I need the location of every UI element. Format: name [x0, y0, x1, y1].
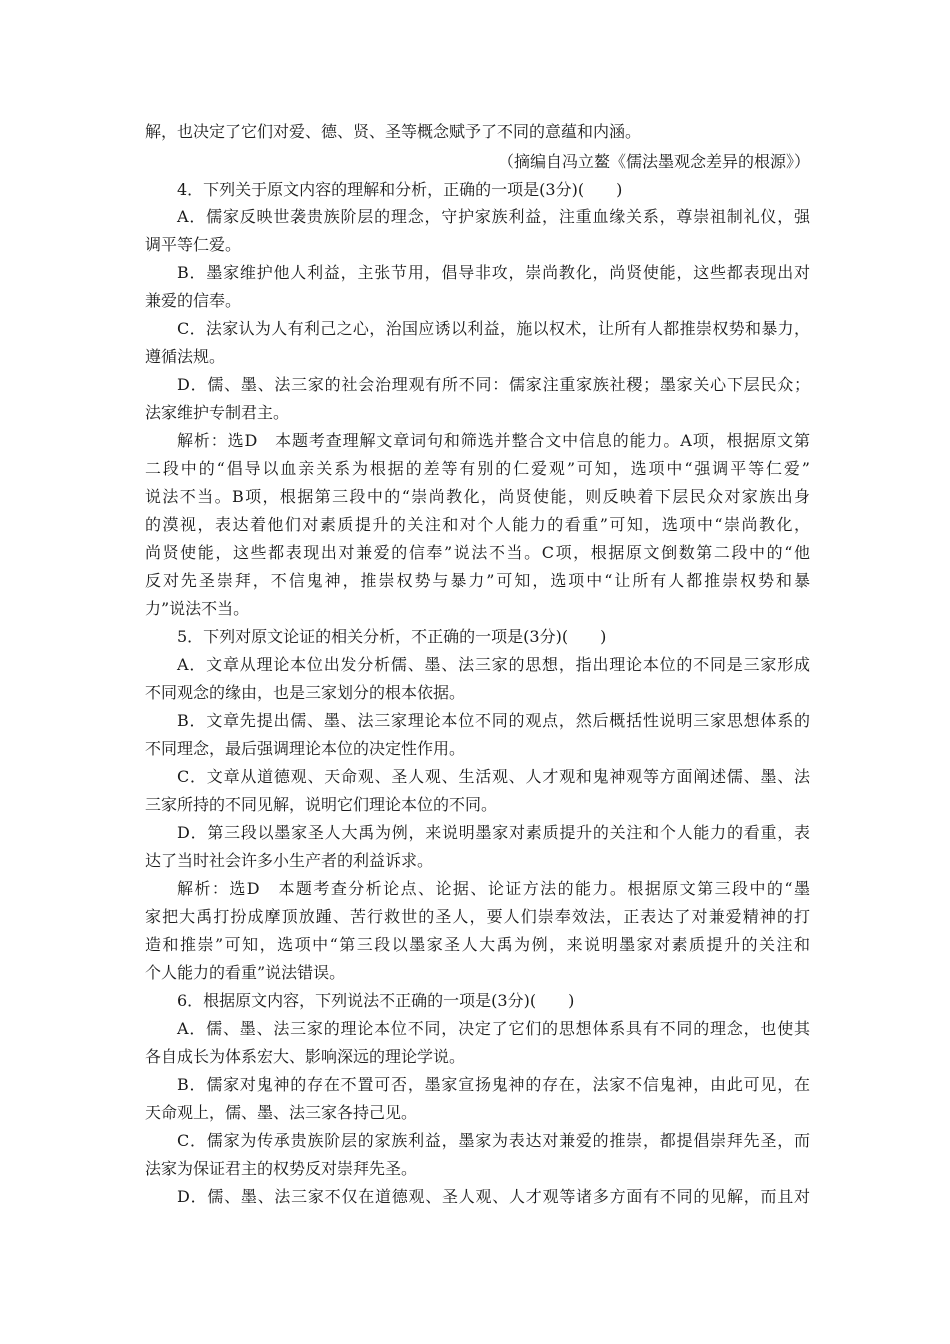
text-line: 尚贤使能，这些都表现出对兼爱的信奉”说法不当。C项，根据原文倒数第二段中的“他 — [145, 543, 810, 562]
text-line: D．儒、墨、法三家不仅在道德观、圣人观、人才观等诸多方面有不同的见解，而且对 — [177, 1187, 810, 1206]
text-line: 解析：选D 本题考查分析论点、论据、论证方法的能力。根据原文第三段中的“墨 — [177, 879, 810, 898]
text-line: C．儒家为传承贵族阶层的家族利益，墨家为表达对兼爱的推崇，都提倡崇拜先圣，而 — [177, 1131, 810, 1150]
text-line: 的漠视，表达着他们对素质提升的关注和对个人能力的看重”可知，选项中“崇尚教化， — [145, 515, 810, 534]
text-line: 法家为保证君主的权势反对崇拜先圣。 — [145, 1159, 418, 1178]
text-line: 遵循法规。 — [145, 347, 226, 366]
text-line: 兼爱的信奉。 — [145, 291, 242, 310]
text-line: 家把大禹打扮成摩顶放踵、苦行救世的圣人，要人们崇奉效法，正表达了对兼爱精神的打 — [145, 907, 810, 926]
text-line: 5．下列对原文论证的相关分析，不正确的一项是(3分)( ) — [177, 627, 607, 646]
text-line: 三家所持的不同见解，说明它们理论本位的不同。 — [145, 795, 498, 814]
text-line: 个人能力的看重”说法错误。 — [145, 963, 346, 982]
text-line: 二段中的“倡导以血亲关系为根据的差等有别的仁爱观”可知，选项中“强调平等仁爱” — [145, 459, 810, 478]
text-line: D．儒、墨、法三家的社会治理观有所不同：儒家注重家族社稷；墨家关心下层民众； — [177, 375, 810, 394]
text-line: 力”说法不当。 — [145, 599, 250, 618]
text-line: 达了当时社会许多小生产者的利益诉求。 — [145, 851, 434, 870]
text-line: B．文章先提出儒、墨、法三家理论本位不同的观点，然后概括性说明三家思想体系的 — [177, 711, 810, 730]
text-line: 反对先圣崇拜，不信鬼神，推崇权势与暴力”可知，选项中“让所有人都推崇权势和暴 — [145, 571, 810, 590]
text-line: 造和推崇”可知，选项中“第三段以墨家圣人大禹为例，来说明墨家对素质提升的关注和 — [145, 935, 810, 954]
text-line: A．儒家反映世袭贵族阶层的理念，守护家族利益，注重血缘关系，尊崇祖制礼仪，强 — [177, 207, 810, 226]
text-line: B．墨家维护他人利益，主张节用，倡导非攻，崇尚教化，尚贤使能，这些都表现出对 — [177, 263, 810, 282]
text-line: 解，也决定了它们对爱、德、贤、圣等概念赋予了不同的意蕴和内涵。 — [145, 122, 642, 141]
text-line: 不同观念的缘由，也是三家划分的根本依据。 — [145, 683, 466, 702]
text-line: C．文章从道德观、天命观、圣人观、生活观、人才观和鬼神观等方面阐述儒、墨、法 — [177, 767, 810, 786]
text-line: 解析：选D 本题考查理解文章词句和筛选并整合文中信息的能力。A项，根据原文第 — [177, 431, 810, 450]
text-line: 说法不当。B项，根据第三段中的“崇尚教化，尚贤使能，则反映着下层民众对家族出身 — [145, 487, 810, 506]
source-citation: （摘编自冯立鳌《儒法墨观念差异的根源》） — [497, 152, 810, 171]
text-line: D．第三段以墨家圣人大禹为例，来说明墨家对素质提升的关注和个人能力的看重，表 — [177, 823, 810, 842]
text-line: A．儒、墨、法三家的理论本位不同，决定了它们的思想体系具有不同的理念，也使其 — [177, 1019, 810, 1038]
text-line: 4．下列关于原文内容的理解和分析，正确的一项是(3分)( ) — [177, 180, 623, 199]
text-line: 不同理念，最后强调理论本位的决定性作用。 — [145, 739, 466, 758]
text-line: B．儒家对鬼神的存在不置可否，墨家宣扬鬼神的存在，法家不信鬼神，由此可见，在 — [177, 1075, 810, 1094]
text-line: 6．根据原文内容，下列说法不正确的一项是(3分)( ) — [177, 991, 575, 1010]
text-line: A．文章从理论本位出发分析儒、墨、法三家的思想，指出理论本位的不同是三家形成 — [177, 655, 810, 674]
text-line: 法家维护专制君主。 — [145, 403, 290, 422]
text-line: 各自成长为体系宏大、影响深远的理论学说。 — [145, 1047, 466, 1066]
text-line: 天命观上，儒、墨、法三家各持己见。 — [145, 1103, 418, 1122]
text-line: 调平等仁爱。 — [145, 235, 242, 254]
text-line: C．法家认为人有利己之心，治国应诱以利益，施以权术，让所有人都推崇权势和暴力， — [177, 319, 810, 338]
